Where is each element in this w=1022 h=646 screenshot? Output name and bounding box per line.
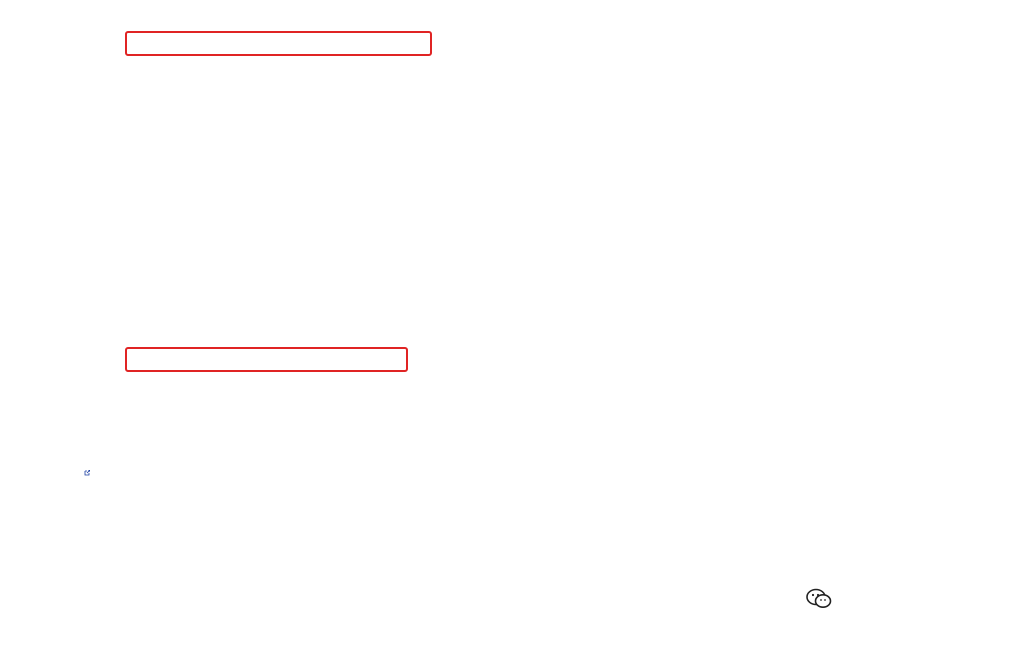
- external-link-icon: [84, 470, 90, 476]
- dates-for-filing-table: [83, 503, 921, 544]
- wechat-bubble-icon: [806, 588, 832, 610]
- section-b-heading: [125, 347, 408, 372]
- final-action-dates-table: [83, 93, 921, 134]
- section-a-heading: [125, 31, 432, 56]
- section-b-para3: [84, 470, 920, 483]
- watermark-right: [806, 588, 838, 610]
